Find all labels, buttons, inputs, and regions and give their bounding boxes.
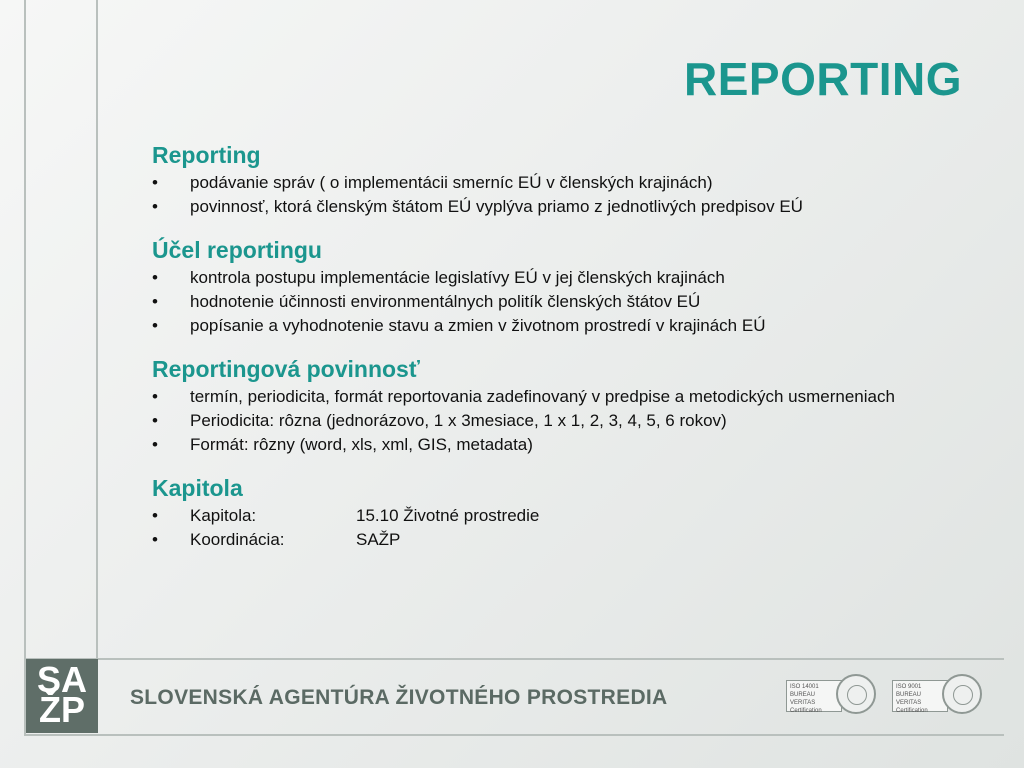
footer-rule-bottom <box>24 734 1004 736</box>
list-item: • Formát: rôzny (word, xls, xml, GIS, metadata) <box>152 435 533 454</box>
bullet-list <box>152 268 932 335</box>
bullet-icon: • <box>152 530 158 549</box>
bullet-list <box>152 173 932 216</box>
bullet-icon: • <box>152 268 158 287</box>
list-item: • kontrola postupu implementácie legislatívy EÚ v jej členských krajinách <box>152 268 725 287</box>
page-title: REPORTING <box>684 53 962 105</box>
certificate-card: ISO 14001 BUREAU VERITAS Certification <box>786 680 842 712</box>
certification-seal-icon <box>836 674 876 714</box>
section-purpose <box>152 237 932 335</box>
bullet-list <box>152 506 932 549</box>
bullet-icon: • <box>152 197 158 216</box>
certification-badge-iso14001 <box>786 672 878 720</box>
section-heading: Reportingová povinnosť <box>152 356 420 382</box>
logo-text-bottom: ŽP <box>38 689 85 730</box>
list-item <box>152 506 932 525</box>
logo-text-top: SA <box>36 659 87 700</box>
certificate-card: ISO 9001 BUREAU VERITAS Certification <box>892 680 948 712</box>
list-item: • popísanie a vyhodnotenie stavu a zmien v životnom prostredí v krajinách EÚ <box>152 316 766 335</box>
list-item: • Periodicita: rôzna (jednorázovo, 1 x 3mesiace, 1 x 1, 2, 3, 4, 5, 6 rokov) <box>152 411 727 430</box>
list-item <box>152 530 932 549</box>
bullet-icon: • <box>152 173 158 192</box>
bullet-icon: • <box>152 435 158 454</box>
section-reporting <box>152 142 932 216</box>
coordination-value: SAŽP <box>356 530 401 549</box>
certification-badge-iso9001 <box>892 672 984 720</box>
bullet-icon: • <box>152 387 158 406</box>
certification-seal-icon <box>942 674 982 714</box>
list-item: • podávanie správ ( o implementácii smerníc EÚ v členských krajinách) <box>152 173 713 192</box>
footer-rule-top <box>24 658 1004 660</box>
bullet-list <box>152 387 932 454</box>
bullet-icon: • <box>152 292 158 311</box>
bullet-icon: • <box>152 316 158 335</box>
bullet-icon: • <box>152 506 158 525</box>
slide-content <box>152 142 932 570</box>
sazp-logo <box>26 659 98 733</box>
list-item: • termín, periodicita, formát reportovania zadefinovaný v predpise a metodických usmerneniach <box>152 387 895 406</box>
left-rule-2 <box>96 0 98 660</box>
chapter-label: Kapitola: <box>190 506 257 525</box>
section-heading: Účel reportingu <box>152 237 322 263</box>
chapter-value: 15.10 Životné prostredie <box>356 506 540 525</box>
list-item: • povinnosť, ktorá členským štátom EÚ vyplýva priamo z jednotlivých predpisov EÚ <box>152 197 803 216</box>
organization-name: SLOVENSKÁ AGENTÚRA ŽIVOTNÉHO PROSTREDIA <box>130 686 668 709</box>
bullet-icon: • <box>152 411 158 430</box>
section-heading: Reporting <box>152 142 261 168</box>
section-obligation <box>152 356 932 454</box>
coordination-label: Koordinácia: <box>190 530 285 549</box>
section-heading: Kapitola <box>152 475 243 501</box>
left-rule-1 <box>24 0 26 735</box>
section-chapter <box>152 475 932 549</box>
list-item: • hodnotenie účinnosti environmentálnych politík členských štátov EÚ <box>152 292 701 311</box>
